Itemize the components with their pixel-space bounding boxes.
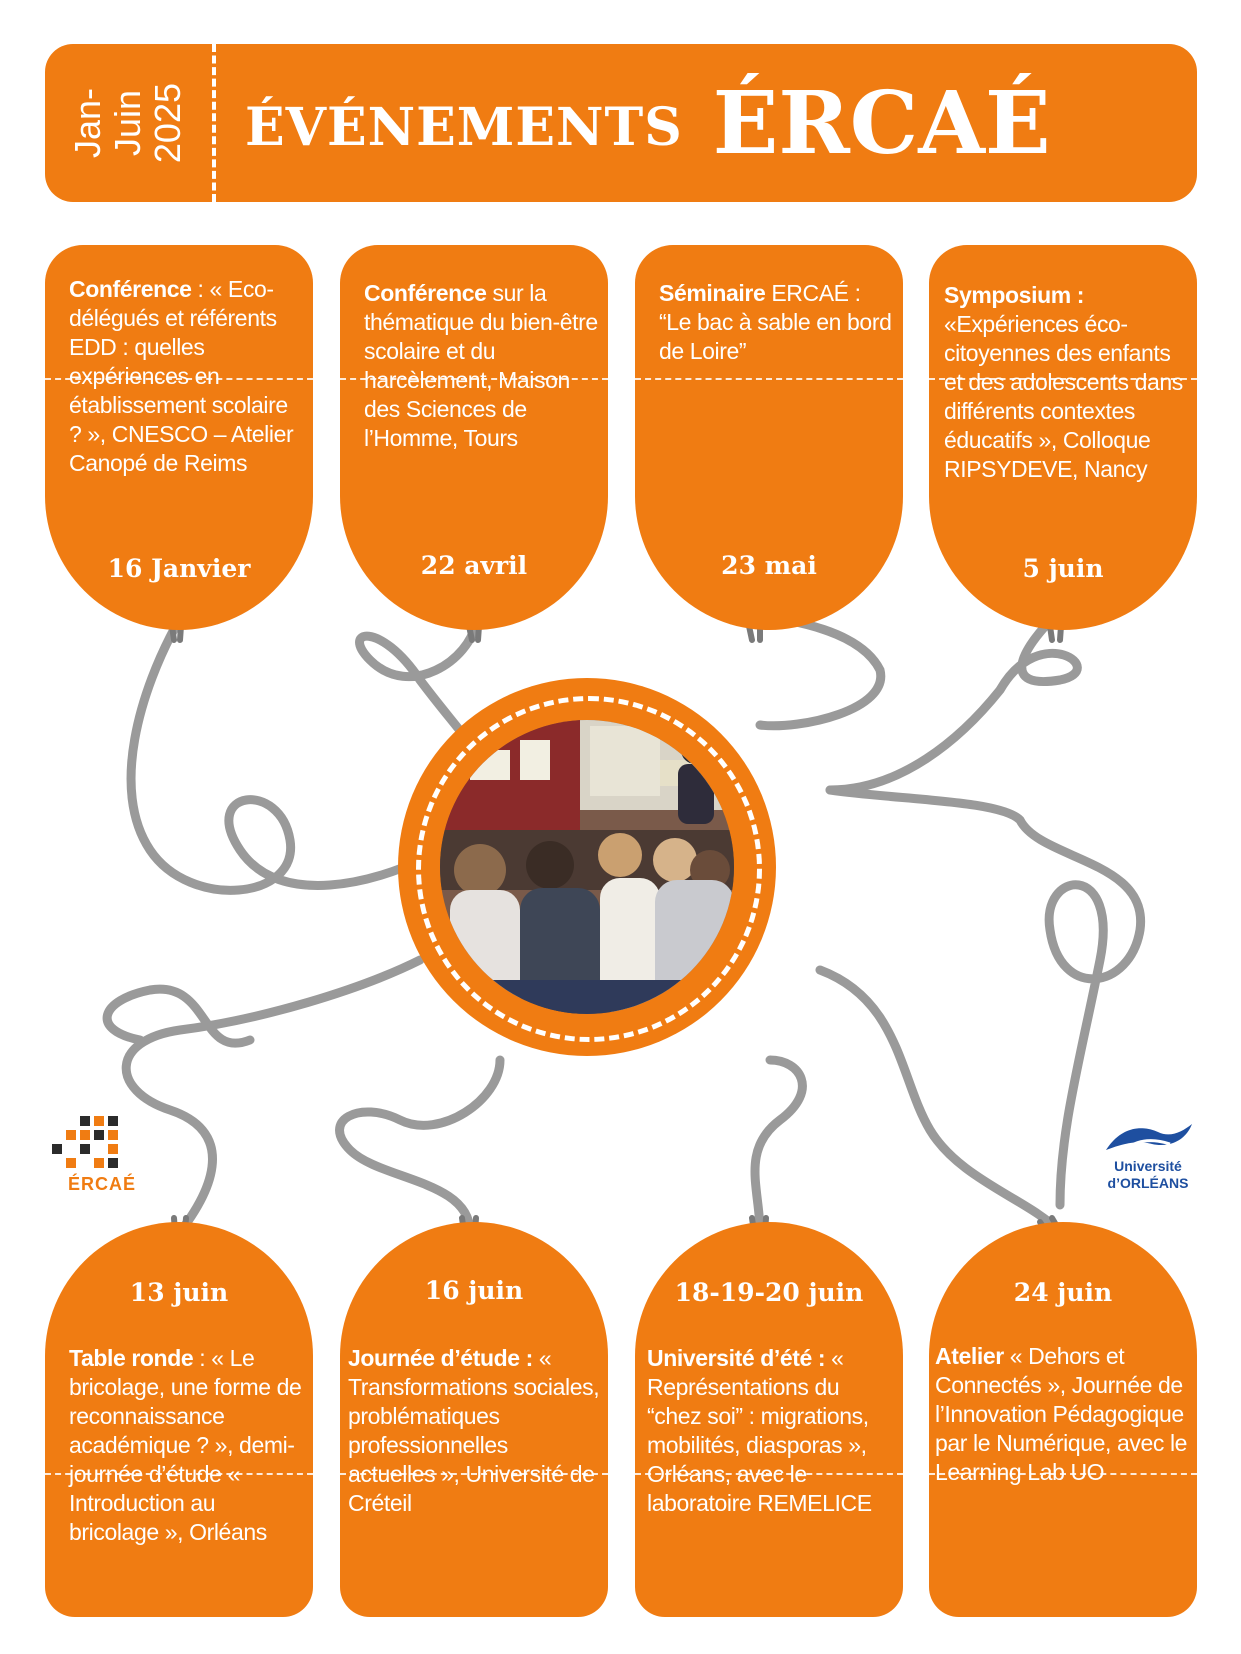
orleans-logo-line-2: d’ORLÉANS xyxy=(1107,1175,1189,1191)
event-date: 16 juin xyxy=(424,1276,524,1305)
event-card-23-mai xyxy=(635,245,903,630)
event-description xyxy=(348,1344,600,1518)
event-type: Journée d’étude : xyxy=(348,1345,533,1371)
universite-orleans-logo xyxy=(1100,1118,1196,1198)
title-part-1: ÉVÉNEMENTS xyxy=(245,96,683,158)
title-part-2: ÉRCAÉ xyxy=(712,72,1051,174)
event-description xyxy=(944,281,1189,484)
event-card-16-janvier xyxy=(45,245,313,630)
event-type: Université d’été : xyxy=(647,1345,826,1371)
card-divider xyxy=(635,378,903,380)
header-banner xyxy=(45,44,1197,202)
event-date: 23 mai xyxy=(721,551,817,580)
event-date: 22 avril xyxy=(420,551,528,580)
event-type: Conférence xyxy=(364,280,487,306)
event-type: Conférence xyxy=(69,276,192,302)
event-description xyxy=(647,1344,895,1518)
event-text: : « Eco-délégués et référents EDD : quelles expériences en établissement scolaire ? », CNESCO – Atelier Canopé de Reims xyxy=(69,276,294,476)
event-description xyxy=(659,279,895,366)
ercae-logo xyxy=(52,1112,152,1204)
period-label xyxy=(53,46,203,200)
event-description xyxy=(935,1342,1189,1487)
event-text: « Dehors et Connectés », Journée de l’Innovation Pédagogique par le Numérique, avec le Learning Lab UO xyxy=(935,1343,1188,1485)
orleans-logo-line-1: Université xyxy=(1114,1158,1182,1174)
event-date: 5 juin xyxy=(1022,554,1104,583)
event-type: Séminaire xyxy=(659,280,766,306)
event-type: Symposium : xyxy=(944,282,1085,308)
event-card-22-avril xyxy=(340,245,608,630)
event-card-24-juin xyxy=(929,1222,1197,1617)
period-line-1: Jan- xyxy=(67,87,108,159)
period-line-2: Juin xyxy=(107,89,148,157)
event-type: Atelier xyxy=(935,1343,1004,1369)
event-type: Table ronde xyxy=(69,1345,194,1371)
event-date: 18-19-20 juin xyxy=(674,1278,864,1307)
event-text: ERCAÉ : “Le bac à sable en bord de Loire” xyxy=(659,280,892,364)
event-text: « Transformations sociales, problématiques professionnelles actuelles », Université de Créteil xyxy=(348,1345,600,1516)
event-date: 13 juin xyxy=(129,1278,229,1307)
event-text: « Représentations du “chez soi” : migrations, mobilités, diasporas », Orléans, avec le laboratoire REMELICE xyxy=(647,1345,872,1516)
event-description xyxy=(364,279,600,453)
event-card-18-19-20-juin xyxy=(635,1222,903,1617)
event-description xyxy=(69,275,305,478)
event-card-5-juin xyxy=(929,245,1197,630)
event-description xyxy=(69,1344,305,1547)
ercae-logo-text: ÉRCAÉ xyxy=(67,1174,136,1194)
event-text: sur la thématique du bien-être scolaire et du harcèlement, Maison des Sciences de l’Homme, Tours xyxy=(364,280,598,451)
event-text: «Expériences éco-citoyennes des enfants et des adolescents dans différents contextes éducatifs », Colloque RIPSYDEVE, Nancy xyxy=(944,311,1183,482)
event-card-13-juin xyxy=(45,1222,313,1617)
header-divider xyxy=(212,44,216,202)
period-line-3: 2025 xyxy=(147,82,188,164)
event-text: : « Le bricolage, une forme de reconnaissance académique ? », demi-journée d’étude « Introduction au bricolage », Orléans xyxy=(69,1345,302,1545)
event-card-16-juin xyxy=(340,1222,608,1617)
central-circle xyxy=(398,678,776,1056)
page-title xyxy=(245,44,1185,202)
event-date: 16 Janvier xyxy=(107,554,251,583)
event-date: 24 juin xyxy=(1013,1278,1113,1307)
classroom-photo xyxy=(440,720,734,1014)
